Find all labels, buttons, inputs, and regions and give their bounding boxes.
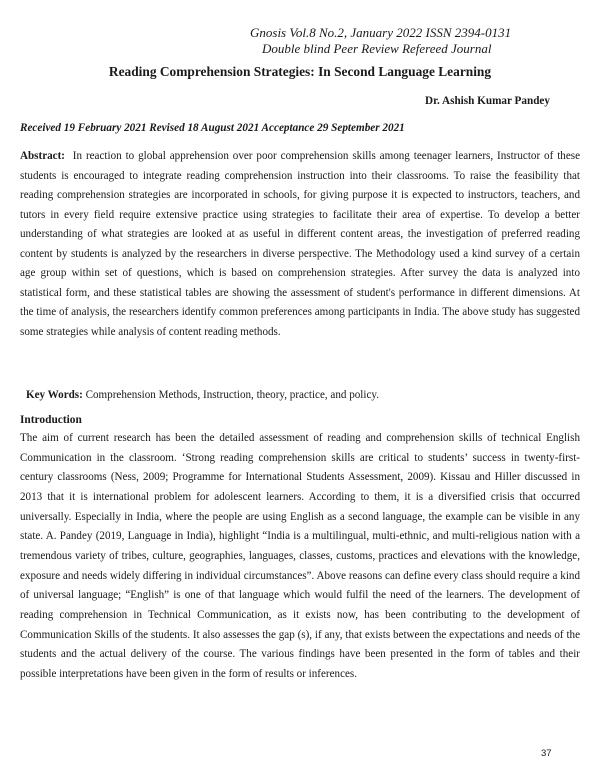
introduction-paragraph: The aim of current research has been the detailed assessment of reading and comprehension skills of technical English Communication in the classroom. ‘Strong reading comprehension skills are critical to students’ success in twenty-first-century classrooms (Ness, 2009; Programme for International Students Assessment, 2009). Kissau and Hiller discussed in 2013 that it is international problem for adolescent learners. According to them, it is a diversified crisis that occurred universally. Especially in India, where the people are using English as a second language, the example can be visible in any state. A. Pandey (2019, Language in India), highlight “India is a multilingual, multi-ethnic, and multi-religious nation with a tremendous variety of tribes, culture, geographies, languages, classes, customs, practices and elevations with the knowledge, exposure and needs widely differing in individual circumstances”. Above reasons can define every class should require a kind of universal language; “English” is one of that language which would fulfil the need of the learners. The development of reading comprehension in Technical Communication, as it exists now, has been contributing to the development of Communication Skills of the students. It also assesses the gap (s), if any, that exists between the expectations and needs of the students and the actual delivery of the course. The various findings have been presented in the form of tables and their possible interpretations have been given in the form of results or inferences. (20, 432, 580, 680)
paper-title: Reading Comprehension Strategies: In Second Language Learning (108, 64, 492, 79)
page-number: 37 (541, 748, 552, 759)
keywords-text: Comprehension Methods, Instruction, theory, practice, and policy. (85, 389, 379, 401)
abstract-paragraph (20, 147, 580, 342)
keywords-label: Key Words: (26, 389, 83, 401)
introduction-heading: Introduction (20, 414, 82, 426)
submission-dates: Received 19 February 2021 Revised 18 August 2021 Acceptance 29 September 2021 (20, 122, 405, 134)
journal-issue-line: Gnosis Vol.8 No.2, January 2022 ISSN 2394-0131 (250, 25, 512, 40)
journal-review-line: Double blind Peer Review Refereed Journal (262, 41, 492, 56)
keywords-line (26, 389, 586, 401)
abstract-label: Abstract: (20, 150, 65, 162)
abstract-text: In reaction to global apprehension over poor comprehension skills among teenager learners, Instructor of these students is encouraged to integrate reading comprehension instruction into their classrooms. To raise the feasibility that reading comprehension strategies are incorporated in schools, for giving purpose it is expected to instructors, teachers, and tutors in every field require extensive practice using strategies to facilitate their area of expertise. To develop a better understanding of what strategies are looked at as useful in different content areas, the investigation of preferred reading content by students is analyzed by the researchers in diverse perspective. The Methodology used a kind survey of a certain age group within set of questions, which is based on comprehension strategies. After survey the data is analyzed into statistical form, and these statistical tables are showing the assessment of student's performance in different dimensions. At the time of analysis, the researchers identify common preferences among participants in India. The above study has suggested some strategies while analysis of content reading methods. (20, 150, 580, 338)
author-name: Dr. Ashish Kumar Pandey (425, 95, 550, 107)
journal-header (250, 25, 550, 57)
